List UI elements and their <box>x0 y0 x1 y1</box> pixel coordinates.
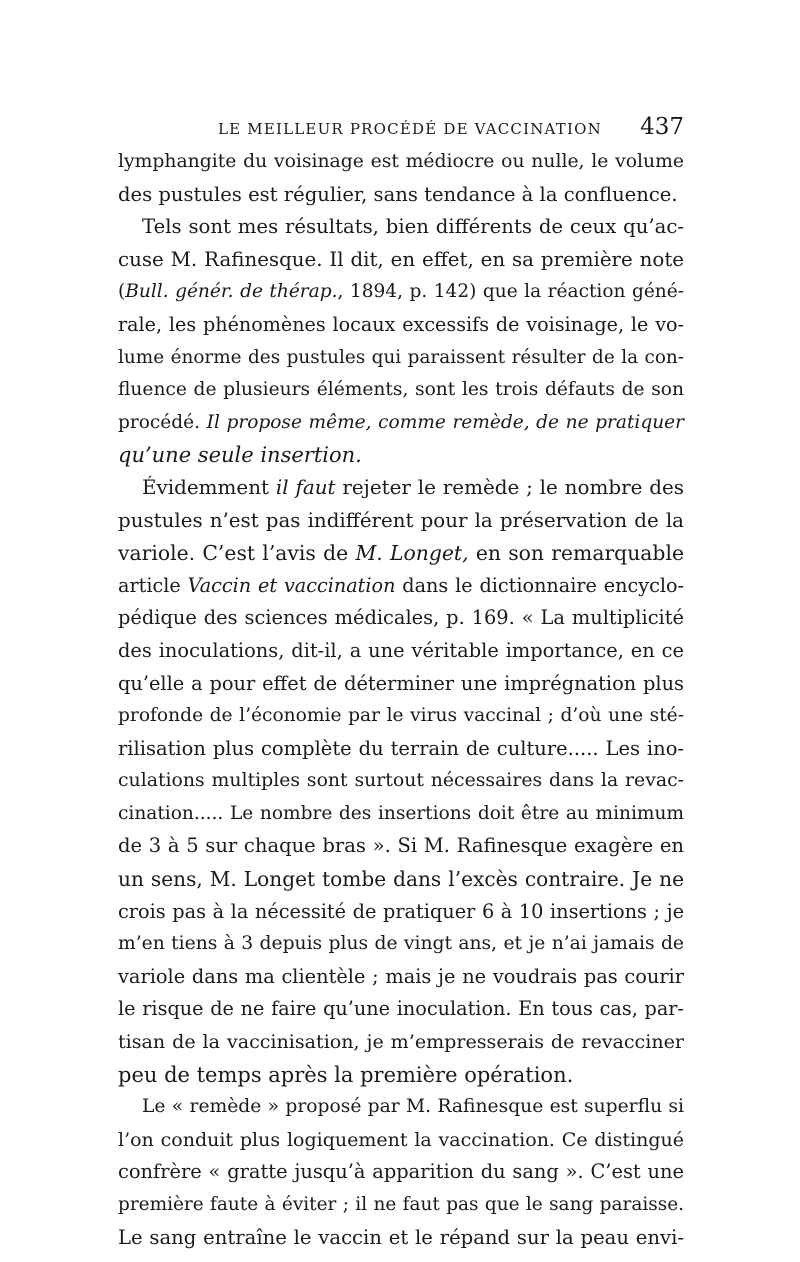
text-segment: dans le dictionnaire encyclo- <box>395 573 684 597</box>
text-line <box>118 472 684 505</box>
text-line: qu’elle a pour effet de déterminer une imprégnation plus <box>118 671 684 695</box>
text-segment: ( <box>118 281 126 303</box>
text-line: cination..... Le nombre des insertions doit être au minimum <box>118 802 684 824</box>
text-segment: article <box>118 573 188 597</box>
text-line: peu de temps après la première opération. <box>118 1062 574 1087</box>
body-text <box>118 146 684 1254</box>
text-line <box>118 570 684 603</box>
text-line: fluence de plusieurs éléments, sont les trois défauts de son <box>118 379 684 401</box>
italic-segment: il faut <box>275 475 336 499</box>
text-line: le risque de ne faire qu’une inoculation. En tous cas, par- <box>118 997 684 1021</box>
running-head <box>118 114 684 142</box>
text-line: lume énorme des pustules qui paraissent résulter de la con- <box>118 346 684 368</box>
text-segment: variole. C’est l’avis de <box>118 541 356 566</box>
text-line: Le sang entraîne le vaccin et le répand sur la peau envi- <box>118 1225 684 1249</box>
text-line: l’on conduit plus logiquement la vaccination. Ce distingué <box>118 1128 684 1151</box>
text-line: rilisation plus complète du terrain de culture..... Les ino- <box>118 736 684 760</box>
text-line: un sens, M. Longet tombe dans l’excès contraire. Je ne <box>118 867 684 892</box>
text-line: m’en tiens à 3 depuis plus de vingt ans, et je n’ai jamais de <box>118 933 684 955</box>
text-line <box>118 537 684 570</box>
running-title: LE MEILLEUR PROCÉDÉ DE VACCINATION <box>218 120 602 138</box>
text-segment: Évidemment <box>142 475 276 499</box>
text-segment: procédé. <box>118 411 207 433</box>
text-line: tisan de la vaccinisation, je m’empresserais de revacciner <box>118 1031 684 1054</box>
italic-segment: M. Longet, <box>355 541 469 566</box>
text-line: des inoculations, dit-il, a une véritable importance, en ce <box>118 638 684 662</box>
italic-segment: Il propose même, comme remède, de ne pratiquer <box>206 411 684 433</box>
text-line: crois pas à la nécessité de pratiquer 6 à 10 insertions ; je <box>118 899 684 923</box>
text-segment: en son remarquable <box>468 541 684 566</box>
text-line: cuse M. Rafinesque. Il dit, en effet, en sa première note <box>118 247 684 271</box>
citation-italic: Vaccin et vaccination <box>187 573 396 597</box>
text-line: lymphangite du voisinage est médiocre ou nulle, le volume <box>118 151 684 172</box>
text-line: pédique des sciences médicales, p. 169. « La multiplicité <box>118 606 684 630</box>
text-line: profonde de l’économie par le virus vaccinal ; d’où une sté- <box>118 705 684 727</box>
text-line: première faute à éviter ; il ne faut pas que le sang paraisse. <box>118 1194 684 1215</box>
text-line: Tels sont mes résultats, bien différents de ceux qu’ac- <box>142 215 684 239</box>
text-line: pustules n’est pas indifférent pour la préservation de la <box>118 508 684 532</box>
text-line: qu’une seule insertion. <box>118 443 362 468</box>
text-line: culations multiples sont surtout nécessaires dans la revac- <box>118 770 684 792</box>
page-number: 437 <box>640 114 684 140</box>
text-line: de 3 à 5 sur chaque bras ». Si M. Rafinesque exagère en <box>118 834 684 858</box>
text-segment: rejeter le remède ; le nombre des <box>335 475 684 499</box>
text-line: des pustules est régulier, sans tendance à la confluence. <box>118 182 678 206</box>
text-segment: , 1894, p. 142) que la réaction géné- <box>337 281 684 303</box>
text-line: variole dans ma clientèle ; mais je ne voudrais pas courir <box>118 964 684 988</box>
text-line <box>118 407 684 440</box>
citation-italic: Bull. génér. de thérap. <box>125 281 338 303</box>
text-line: rale, les phénomènes locaux excessifs de voisinage, le vo- <box>118 312 684 336</box>
text-line <box>118 276 684 309</box>
text-line: Le « remède » proposé par M. Rafinesque est superflu si <box>142 1096 684 1118</box>
text-line: confrère « gratte jusqu’à apparition du sang ». C’est une <box>118 1160 684 1184</box>
